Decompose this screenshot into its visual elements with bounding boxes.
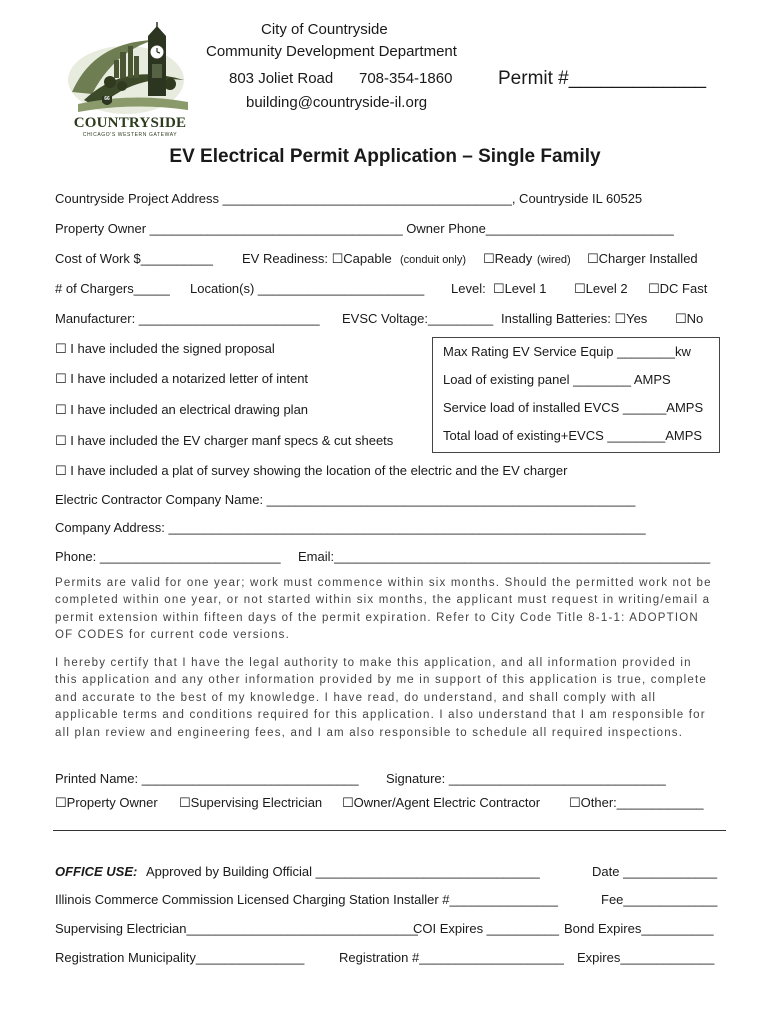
bond-expires-field[interactable]: Bond Expires__________ <box>564 921 714 936</box>
checklist-item[interactable]: ☐ I have included a notarized letter of intent <box>55 371 309 386</box>
project-address-field[interactable]: Countryside Project Address ________________________________________, Countryside IL 60525 <box>55 191 643 206</box>
logo-tagline: CHICAGO'S WESTERN GATEWAY <box>82 132 178 138</box>
contractor-company-name-field[interactable]: Electric Contractor Company Name: ___________________________________________________ <box>55 492 636 507</box>
form-title: EV Electrical Permit Application – Single Family <box>169 146 601 167</box>
signature-field[interactable]: Signature: ______________________________ <box>386 771 666 786</box>
ev-readiness-ready-checkbox[interactable]: ☐Ready <box>483 251 533 266</box>
checklist-item[interactable]: ☐ I have included the signed proposal <box>55 341 275 356</box>
registration-number-field[interactable]: Registration #____________________ <box>339 950 564 965</box>
dc-fast-checkbox[interactable]: ☐DC Fast <box>648 281 708 296</box>
city-name: City of Countryside <box>261 21 388 38</box>
property-owner-checkbox[interactable]: ☐Property Owner <box>55 795 158 810</box>
supervising-electrician-checkbox[interactable]: ☐Supervising Electrician <box>179 795 323 810</box>
city-logo <box>64 22 196 152</box>
checklist-item[interactable]: ☐ I have included a plat of survey showing the location of the electric and the EV charger <box>55 463 568 478</box>
locations-field[interactable]: Location(s) _______________________ <box>190 281 425 296</box>
evsc-voltage-field[interactable]: EVSC Voltage:_________ <box>342 311 494 326</box>
department-name: Community Development Department <box>206 43 457 60</box>
office-use-divider <box>53 830 726 831</box>
level-2-checkbox[interactable]: ☐Level 2 <box>574 281 628 296</box>
clock-tower-icon <box>64 22 196 117</box>
num-chargers-field[interactable]: # of Chargers_____ <box>55 281 170 296</box>
printed-name-field[interactable]: Printed Name: ______________________________ <box>55 771 359 786</box>
route-badge-text: 66 <box>104 96 110 102</box>
registration-expires-field[interactable]: Expires_____________ <box>577 950 715 965</box>
total-load-field[interactable]: Total load of existing+EVCS ________AMPS <box>443 428 703 443</box>
certification-statement: I hereby certify that I have the legal authority to make this application, and all information provided in this application and any other information provided by me in support of this application is true, complete and accurate to the best of my knowledge. I have read, do understand, and shall comply with all applicable terms and conditions required for this application. I also understand that I am responsible for all plan review and engineering fees, and I am also responsible to schedule all required inspections. <box>55 657 708 739</box>
ready-note: (wired) <box>537 254 571 266</box>
coi-expires-field[interactable]: COI Expires __________ <box>413 921 559 936</box>
electrical-ratings-box <box>432 337 720 453</box>
property-owner-field[interactable]: Property Owner ___________________________________ Owner Phone__________________________ <box>55 221 674 236</box>
company-address-field[interactable]: Company Address: __________________________________________________________________ <box>55 520 646 535</box>
fee-field[interactable]: Fee_____________ <box>601 892 718 907</box>
max-rating-field[interactable]: Max Rating EV Service Equip ________kw <box>443 344 691 359</box>
batteries-no-checkbox[interactable]: ☐No <box>675 311 704 326</box>
service-load-field[interactable]: Service load of installed EVCS ______AMPS <box>443 400 704 415</box>
office-use-label: OFFICE USE: <box>55 864 138 879</box>
cost-of-work-field[interactable]: Cost of Work $__________ <box>55 251 214 266</box>
department-phone: 708-354-1860 <box>359 70 453 87</box>
department-email: building@countryside-il.org <box>246 94 428 111</box>
registration-municipality-field[interactable]: Registration Municipality_______________ <box>55 950 305 965</box>
office-date-field[interactable]: Date _____________ <box>592 864 718 879</box>
permit-validity-notice: Permits are valid for one year; work must commence within six months. Should the permitted work not be completed within one year, or not started within six months, the applicant must request in writing/email a permit extension within fifteen days of the permit expiration. Refer to City Code Title 8-1-1: ADOPTION OF CODES for current code versions. <box>55 577 712 642</box>
ev-readiness-capable-checkbox[interactable]: EV Readiness: ☐Capable <box>242 251 392 266</box>
contractor-phone-field[interactable]: Phone: _________________________ <box>55 549 281 564</box>
existing-panel-load-field[interactable]: Load of existing panel ________ AMPS <box>443 372 671 387</box>
checklist-item[interactable]: ☐ I have included an electrical drawing plan <box>55 402 309 417</box>
other-checkbox[interactable]: ☐Other:____________ <box>569 795 704 810</box>
level-1-checkbox[interactable]: Level: ☐Level 1 <box>451 281 547 296</box>
logo-wordmark: COUNTRYSIDE <box>73 115 187 131</box>
department-address: 803 Joliet Road <box>229 70 334 87</box>
owner-agent-checkbox[interactable]: ☐Owner/Agent Electric Contractor <box>342 795 541 810</box>
permit-number-field[interactable]: Permit #_____________ <box>498 68 707 89</box>
batteries-yes-checkbox[interactable]: Installing Batteries: ☐Yes <box>501 311 648 326</box>
capable-note: (conduit only) <box>400 254 467 266</box>
checklist-item[interactable]: ☐ I have included the EV charger manf specs & cut sheets <box>55 433 394 448</box>
approved-by-field[interactable]: Approved by Building Official _______________________________ <box>146 864 540 879</box>
contractor-email-field[interactable]: Email:____________________________________________________ <box>298 549 711 564</box>
icc-installer-field[interactable]: Illinois Commerce Commission Licensed Charging Station Installer #_______________ <box>55 892 558 907</box>
supervising-electrician-field[interactable]: Supervising Electrician________________________________ <box>55 921 418 936</box>
charger-installed-checkbox[interactable]: ☐Charger Installed <box>587 251 698 266</box>
manufacturer-field[interactable]: Manufacturer: _________________________ <box>55 311 320 326</box>
